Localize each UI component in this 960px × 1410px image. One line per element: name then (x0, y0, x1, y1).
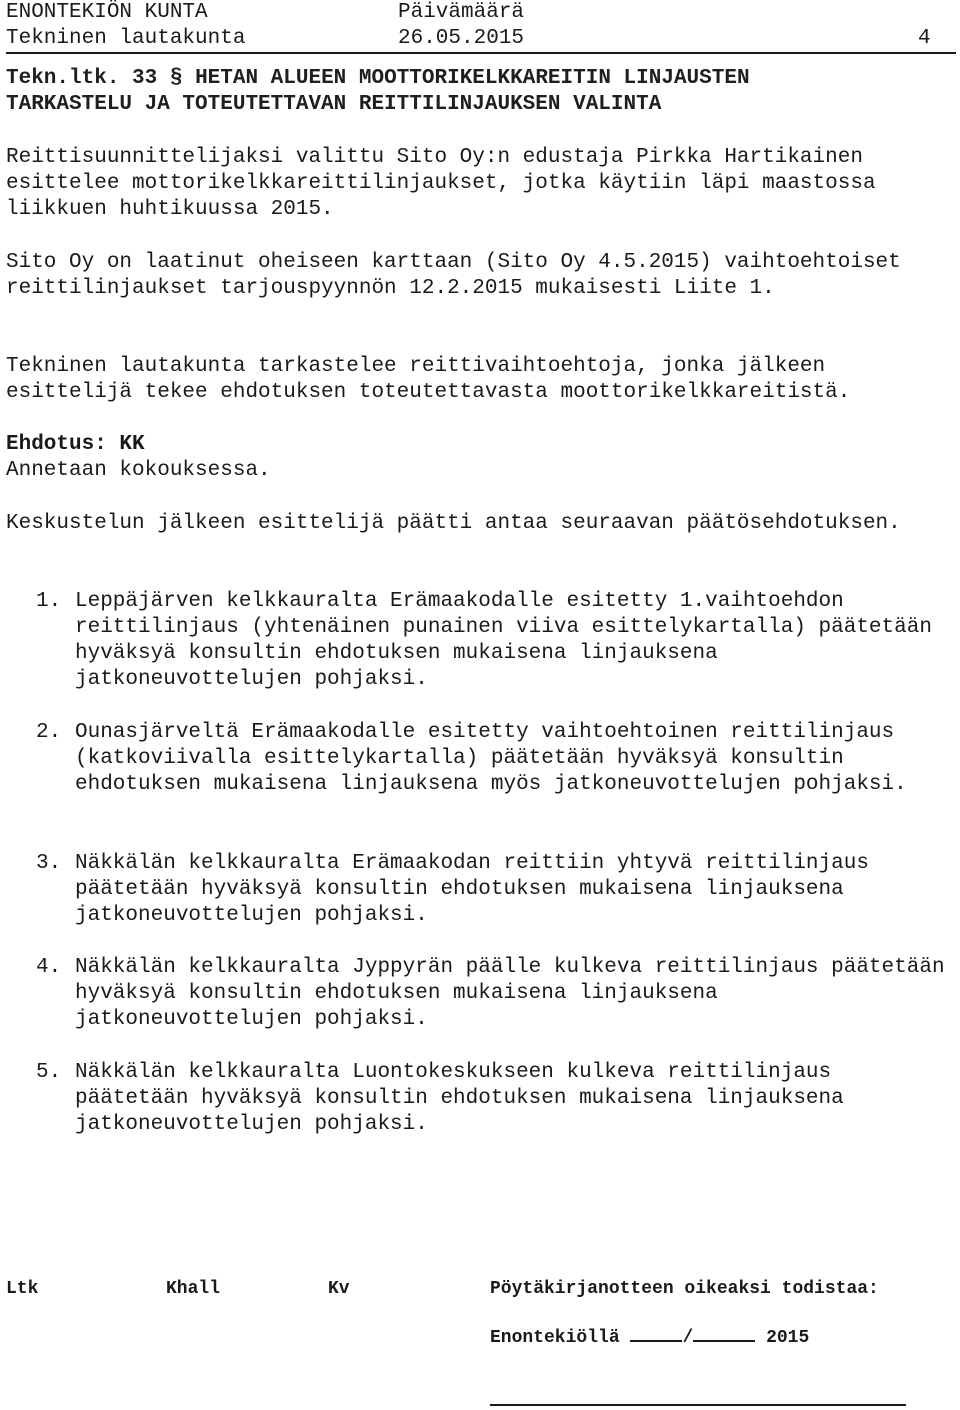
list-item-number: 2. (36, 721, 62, 744)
footer-kv: Kv (328, 1279, 350, 1299)
section-title (6, 66, 946, 118)
paragraph-discussion: Keskustelun jälkeen esittelijä päätti antaa seuraavan päätösehdotuksen. (6, 512, 901, 535)
footer-khall: Khall (166, 1279, 221, 1299)
header-municipality: ENONTEKIÖN KUNTA (6, 1, 208, 24)
paragraph-presenter: Reittisuunnittelijaksi valittu Sito Oy:n edustaja Pirkka Hartikainen esittelee mottorikelkkareittilinjaukset, jotka käytiin läpi maastossa liikkuen huhtikuussa 2015. (6, 146, 876, 221)
list-item-number: 4. (36, 956, 62, 979)
paragraph-review: Tekninen lautakunta tarkastelee reittivaihtoehtoja, jonka jälkeen esittelijä tekee ehdotuksen toteutettavasta moottorikelkkareitistä. (6, 355, 851, 404)
section-title-line1: HETAN ALUEEN MOOTTORIKELKKAREITIN LINJAUSTEN (195, 67, 750, 90)
footer-place: Enontekiöllä (490, 1328, 620, 1348)
footer-certify-label: Pöytäkirjanotteen oikeaksi todistaa: (490, 1279, 879, 1299)
header-committee: Tekninen lautakunta (6, 27, 246, 50)
header-page-number: 4 (918, 27, 931, 50)
list-item-number: 5. (36, 1061, 62, 1084)
section-number: Tekn.ltk. 33 (6, 67, 158, 90)
header-date: 26.05.2015 (398, 27, 525, 50)
footer-year: 2015 (766, 1328, 810, 1348)
list-item-number: 3. (36, 852, 62, 875)
signature-line (490, 1404, 906, 1406)
section-title-line2: TARKASTELU JA TOTEUTETTAVAN REITTILINJAUKSEN VALINTA (6, 93, 662, 116)
day-blank (630, 1322, 682, 1342)
proposal-text: Annetaan kokouksessa. (6, 459, 271, 482)
list-item-text: Näkkälän kelkkauralta Jyppyrän päälle kulkeva reittilinjaus päätetään hyväksyä konsultin ehdotuksen mukaisena linjauksena jatkoneuvottelujen pohjaksi. (75, 956, 945, 1031)
footer-slash: / (682, 1328, 694, 1348)
paragraph-map: Sito Oy on laatinut oheiseen karttaan (Sito Oy 4.5.2015) vaihtoehtoiset reittilinjaukset tarjouspyynnön 12.2.2015 mukaisesti Liite 1. (6, 251, 901, 300)
header-rule (6, 52, 956, 54)
proposal-label: Ehdotus: KK (6, 433, 145, 456)
header-date-label: Päivämäärä (398, 1, 525, 24)
list-item-text: Leppäjärven kelkkauralta Erämaakodalle esitetty 1.vaihtoehdon reittilinjaus (yhtenäinen punainen viiva esittelykartalla) päätetään hyväksyä konsultin ehdotuksen mukaisena linjauksena jatkoneuvottelujen pohjaksi. (75, 590, 932, 691)
list-item-text: Näkkälän kelkkauralta Luontokeskukseen kulkeva reittilinjaus päätetään hyväksyä konsultin ehdotuksen mukaisena linjauksena jatkoneuvottelujen pohjaksi. (75, 1061, 844, 1136)
footer-place-date (490, 1322, 809, 1349)
list-item-text: Ounasjärveltä Erämaakodalle esitetty vaihtoehtoinen reittilinjaus (katkoviivalla esittelykartalla) päätetään hyväksyä konsultin ehdotuksen mukaisena linjauksena myös jatkoneuvottelujen pohjaksi. (75, 721, 907, 796)
list-item-number: 1. (36, 590, 62, 613)
footer-ltk: Ltk (6, 1279, 39, 1299)
section-symbol-icon: § (169, 67, 183, 90)
list-item-text: Näkkälän kelkkauralta Erämaakodan reittiin yhtyvä reittilinjaus päätetään hyväksyä konsultin ehdotuksen mukaisena linjauksena jatkoneuvottelujen pohjaksi. (75, 852, 869, 927)
month-blank (693, 1322, 755, 1342)
